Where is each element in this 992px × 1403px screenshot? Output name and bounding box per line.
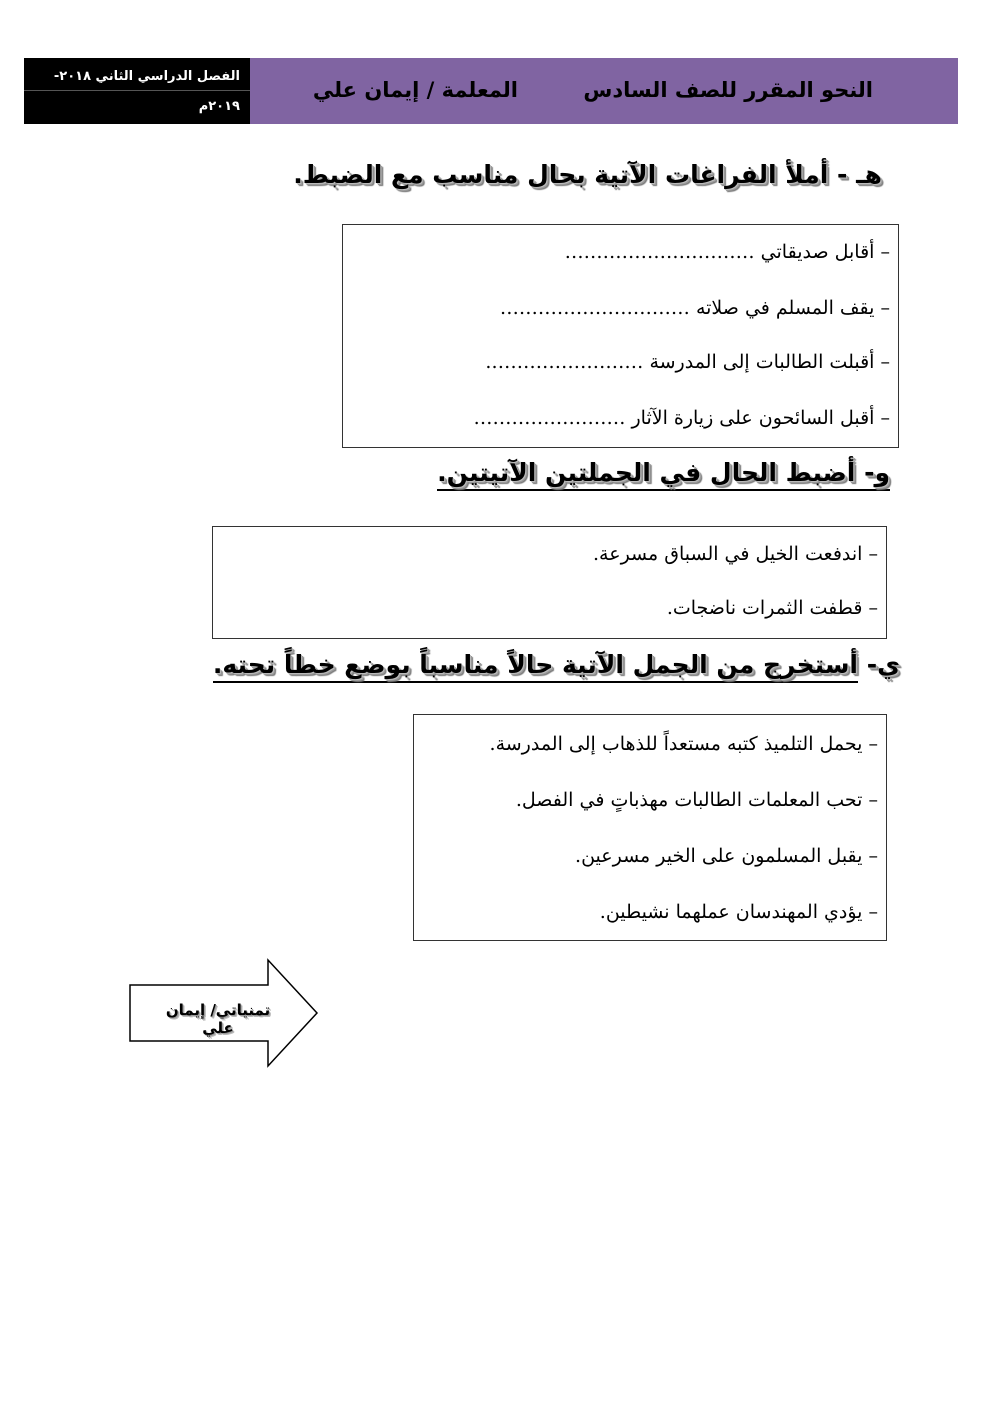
item-text: – أقبل السائحون على زيارة الآثار — [625, 407, 890, 429]
semester-line-2: ٢٠١٩م — [198, 99, 240, 114]
header-banner — [250, 58, 958, 124]
sentence-item: – تحب المعلمات الطالبات مهذباتٍ في الفصل. — [515, 789, 878, 811]
item-text: – يقف المسلم في صلاته — [689, 297, 890, 319]
fill-item — [565, 241, 890, 263]
fill-item — [485, 351, 890, 373]
item-text: – أقابل صديقاتي — [754, 241, 890, 263]
section-w-box — [212, 526, 887, 639]
section-y-title: أستخرج من الجمل الآتية حالاً مناسباً بوضع خطاً تحته. — [213, 650, 858, 683]
section-w-heading: و- أضبط الحال في الجملتين الآتيتين. — [437, 458, 890, 491]
section-h-heading: هـ - أملأ الفراغات الآتية بحال مناسب مع الضبط. — [293, 160, 882, 189]
section-y-prefix: ي- — [858, 650, 900, 679]
blank-dots: ………………………… — [564, 241, 755, 263]
section-y-heading — [213, 650, 900, 679]
semester-line-1: الفصل الدراسي الثاني ٢٠١٨- — [53, 69, 240, 84]
page-title: النحو المقرر للصف السادس — [583, 78, 873, 102]
semester-label — [24, 58, 250, 124]
section-h-box — [342, 224, 899, 448]
blank-dots: …………………… — [473, 407, 626, 429]
sentence-item: – يحمل التلميذ كتبه مستعداً للذهاب إلى المدرسة. — [489, 733, 878, 755]
teacher-name: المعلمة / إيمان علي — [312, 78, 518, 102]
section-y-box — [413, 714, 887, 941]
sentence-item: – قطفت الثمرات ناضجات. — [666, 597, 878, 619]
sentence-item: – يقبل المسلمون على الخير مسرعين. — [575, 845, 878, 867]
sentence-item: – يؤدي المهندسان عملهما نشيطين. — [599, 901, 878, 923]
blank-dots: ……………………. — [485, 351, 644, 373]
sentence-item: – اندفعت الخيل في السباق مسرعة. — [593, 543, 878, 565]
fill-item — [500, 297, 890, 319]
item-text: – أقبلت الطالبات إلى المدرسة — [643, 351, 890, 373]
semester-divider — [24, 90, 250, 91]
blank-dots: ………………………… — [499, 297, 690, 319]
fill-item — [473, 407, 890, 429]
signature-label: تمنياتي/ إيمان علي — [165, 1001, 271, 1037]
